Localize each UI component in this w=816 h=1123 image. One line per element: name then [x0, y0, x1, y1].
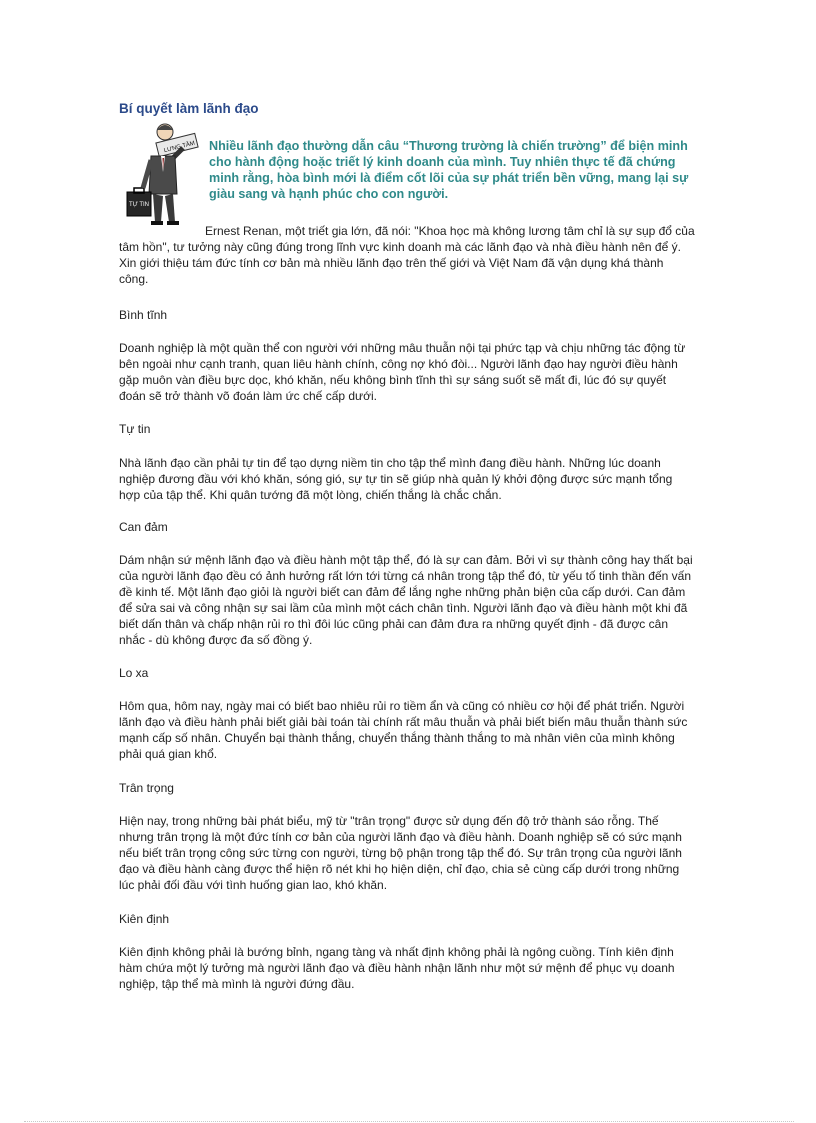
article-title: Bí quyết làm lãnh đạo: [119, 101, 259, 116]
businessman-illustration: [117, 118, 209, 230]
article-intro: Nhiều lãnh đạo thường dẫn câu “Thương trường là chiến trường” để biện minh cho hành động hoặc triết lý kinh doanh của mình. Tuy nhiên thực tế đã chứng minh rằng, hòa bình mới là điểm cốt lõi của sự phát triển bền vững, mang lại sự giàu sang và hạnh phúc cho con người.: [209, 139, 689, 201]
section-body: Dám nhận sứ mệnh lãnh đạo và điều hành một tập thể, đó là sự can đảm. Bởi vì sự thành công hay thất bại của người lãnh đạo đều có ảnh hưởng rất lớn tới từng cá nhân trong tập thể đó, từ yếu tố tinh thần đến vấn đề kinh tế. Một lãnh đạo giỏi là người biết can đảm để lắng nghe những phản biện của cấp dưới. Can đảm để sửa sai và công nhận sự sai lầm của mình một cách chân tình. Người lãnh đạo và điều hành một khi đã biết dấn thân và chấp nhận rủi ro thì đôi lúc cũng phải can đảm đưa ra những quyết định - đã được cân nhắc - dù không được đa số đồng ý.: [119, 553, 693, 647]
section-heading: Tự tin: [119, 422, 151, 436]
page-bottom-rule: [24, 1121, 794, 1122]
section-body: Hiện nay, trong những bài phát biểu, mỹ từ "trân trọng" được sử dụng đến độ trở thành sáo rỗng. Thế nhưng trân trọng là một đức tính cơ bản của người lãnh đạo và điều hành. Doanh nghiệp sẽ có sức mạnh nếu biết trân trọng công sức từng con người, từng bộ phận trong tập thể đó. Sự trân trọng của người lãnh đạo và điều hành càng được thể hiện rõ nét khi họ hiện diện, chỉ đạo, chia sẻ cùng cấp dưới trong những lúc phải đối đầu với tình huống gian lao, khó khăn.: [119, 814, 682, 892]
briefcase-label: TỰ TIN: [129, 202, 150, 208]
section-heading: Bình tĩnh: [119, 308, 168, 322]
section-heading: Trân trọng: [119, 781, 174, 795]
section-body: Nhà lãnh đạo cần phải tự tin để tạo dựng niềm tin cho tập thể mình đang điều hành. Những lúc doanh nghiệp đương đầu với khó khăn, sóng gió, sự tự tin sẽ giúp nhà quản lý khởi động được sức mạnh tổng hợp của tập thể. Khi quân tướng đã một lòng, chiến thắng là chắc chắn.: [119, 456, 673, 502]
section-heading: Can đảm: [119, 520, 168, 534]
section-body: Hôm qua, hôm nay, ngày mai có biết bao nhiêu rủi ro tiềm ẩn và cũng có nhiều cơ hội để phát triển. Người lãnh đạo và điều hành phải biết giải bài toán tài chính rất mâu thuẫn và phải biết biến mâu thuẫn thành sức mạnh cấp số nhân. Chuyển bại thành thắng, chuyển thắng thành thắng to mà nhân viên của mình không phải quá gian khổ.: [119, 699, 688, 761]
section-heading: Kiên định: [119, 912, 170, 926]
article-lead: Ernest Renan, một triết gia lớn, đã nói: "Khoa học mà không lương tâm chỉ là sự sụp đổ của tâm hồn", tư tưởng này cũng đúng trong lĩnh vực kinh doanh mà các lãnh đạo và nhà điều hành nên để ý. Xin giới thiệu tám đức tính cơ bản mà nhiều lãnh đạo trên thế giới và Việt Nam đã vận dụng khá thành công.: [119, 224, 695, 286]
sign-label: LƯNG TÂM: [163, 140, 196, 155]
section-heading: Lo xa: [119, 666, 149, 680]
section-body: Kiên định không phải là bướng bỉnh, ngang tàng và nhất định không phải là ngông cuồng. Tính kiên định hàm chứa một lý tưởng mà người lãnh đạo và điều hành nhận lãnh như một sứ mệnh để phục vụ doanh nghiệp, tập thể mà mình là người đứng đầu.: [119, 945, 675, 991]
section-body: Doanh nghiệp là một quần thể con người với những mâu thuẫn nội tại phức tạp và chịu những tác động từ bên ngoài như cạnh tranh, quan liêu hành chính, công nợ khó đòi... Người lãnh đạo hay người điều hành gặp muôn vàn điều bực dọc, khó khăn, nếu không bình tĩnh thì sự sáng suốt sẽ mất đi, lúc đó sự quyết đoán sẽ trở thành võ đoán làm ức chế cấp dưới.: [119, 341, 686, 403]
